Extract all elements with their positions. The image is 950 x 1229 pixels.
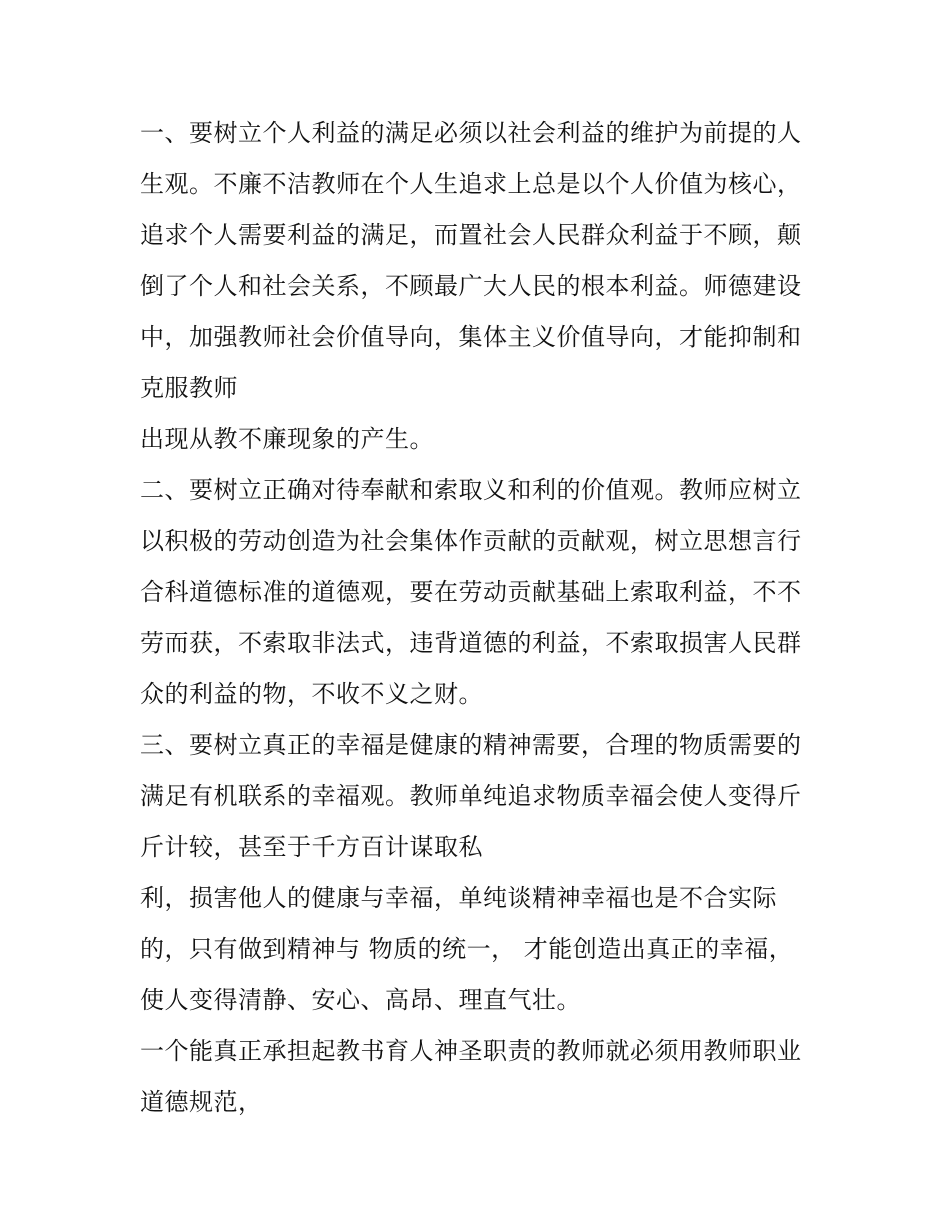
text-line: 生观。不廉不洁教师在个人生追求上总是以个人价值为核心， <box>140 170 802 198</box>
text-line: 中，加强教师社会价值导向，集体主义价值导向，才能抑制和 <box>140 323 802 351</box>
text-line: 劳而获，不索取非法式，违背道德的利益，不索取损害人民群 <box>140 629 802 657</box>
text-line: 利，损害他人的健康与幸福，单纯谈精神幸福也是不合实际 <box>140 884 777 912</box>
text-line: 合科道德标准的道德观，要在劳动贡献基础上索取利益，不不 <box>140 578 802 606</box>
text-line: 斤计较，甚至于千方百计谋取私 <box>140 833 483 861</box>
text-line: 追求个人需要利益的满足，而置社会人民群众利益于不顾，颠 <box>140 221 802 249</box>
text-line: 克服教师 <box>140 374 238 402</box>
text-line: 满足有机联系的幸福观。教师单纯追求物质幸福会使人变得斤 <box>140 782 802 810</box>
text-line: 倒了个人和社会关系，不顾最广大人民的根本利益。师德建设 <box>140 272 802 300</box>
text-line: 一、要树立个人利益的满足必须以社会利益的维护为前提的人 <box>140 119 802 147</box>
text-line: 道德规范， <box>140 1088 263 1116</box>
text-line: 一个能真正承担起教书育人神圣职责的教师就必须用教师职业 <box>140 1037 802 1065</box>
text-line: 出现从教不廉现象的产生。 <box>140 425 434 453</box>
text-line: 的，只有做到精神与 物质的统一， 才能创造出真正的幸福， <box>140 935 794 963</box>
text-line: 众的利益的物，不收不义之财。 <box>140 680 483 708</box>
text-line: 以积极的劳动创造为社会集体作贡献的贡献观，树立思想言行 <box>140 527 802 555</box>
text-line: 三、要树立真正的幸福是健康的精神需要，合理的物质需要的 <box>140 731 802 759</box>
document-body <box>140 108 820 1128</box>
text-line: 二、要树立正确对待奉献和索取义和利的价值观。教师应树立 <box>140 476 802 504</box>
text-line: 使人变得清静、安心、高昂、理直气壮。 <box>140 986 581 1014</box>
